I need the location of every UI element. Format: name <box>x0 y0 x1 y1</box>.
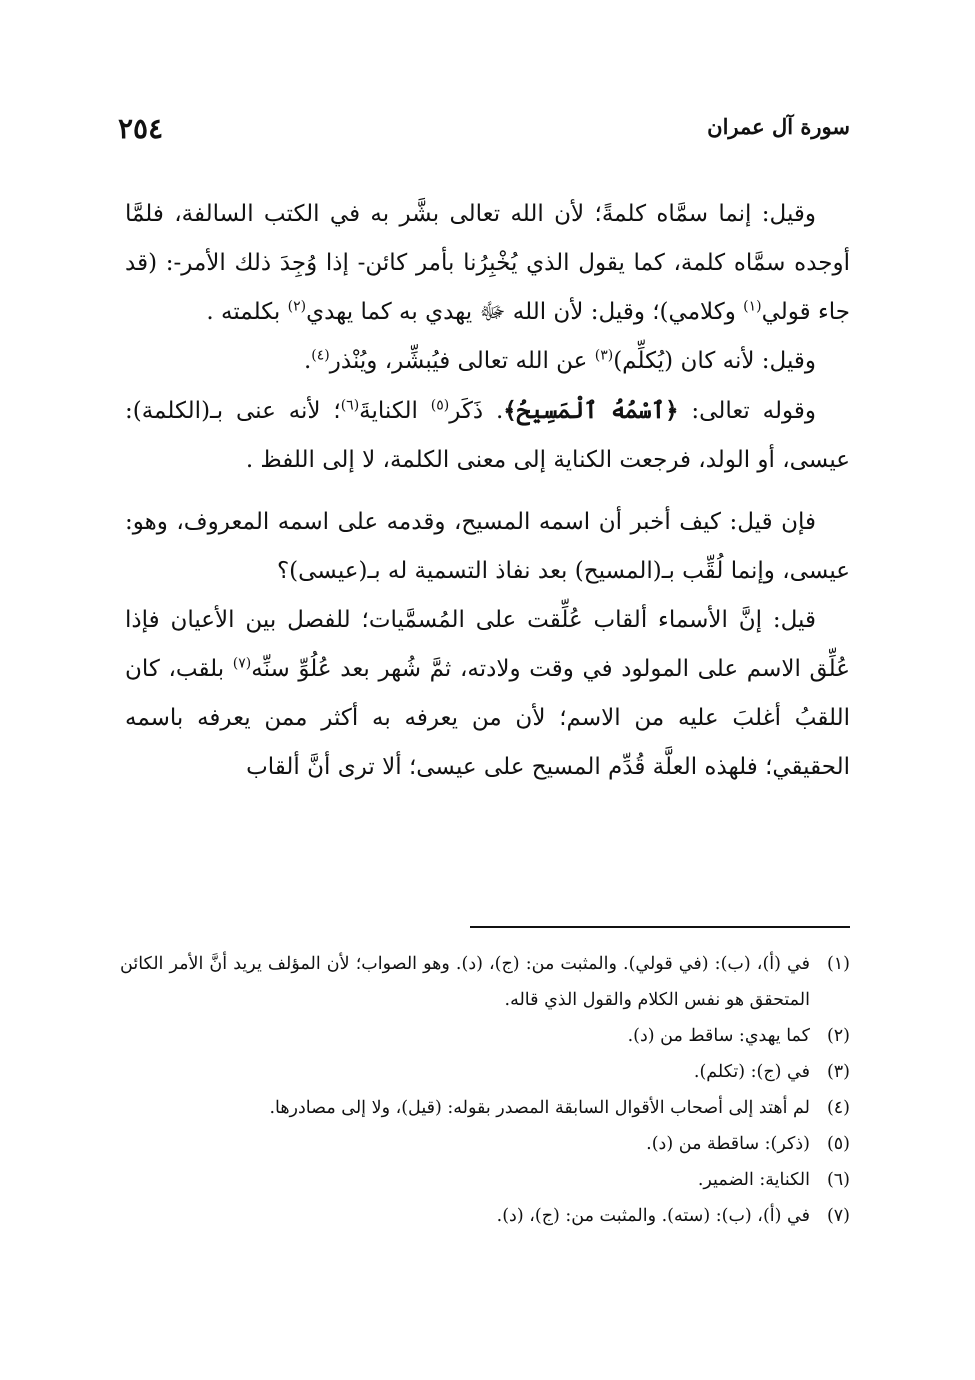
footnote-number: (٦) <box>826 1170 850 1190</box>
paragraph-1: وقيل: إنما سمَّاه كلمةً؛ لأن الله تعالى بشَّر به في الكتب السالفة، فلمَّا أوجده سمَّاه كلمة، كما يقول الذي يُخْبِرُنا بأمر كائن- إذا وُجِدَ ذلك الأمر-: (قد جاء قولي$^{(١)}$ وكلامي)؛ وقيل: لأن الله ﷻ يهدي به كما يهدي$^{(٢)}$ بكلمته . <box>125 201 850 325</box>
footnote-number: (١) <box>826 954 850 974</box>
footnote-ref-6: (٦) <box>340 397 360 414</box>
page-number: ٢٥٤ <box>118 112 164 145</box>
main-text <box>125 190 850 792</box>
quran-verse: ﴿ٱسْمُهُ ٱلْمَسِيحُ﴾ <box>503 397 679 424</box>
running-header <box>118 112 850 152</box>
footnote-1 <box>120 946 850 1018</box>
paragraph-3: وقوله تعالى: ﴿ٱسْمُهُ ٱلْمَسِيحُ﴾. ذَكَر$^{(٥)}$ الكنايةَ$^{(٦)}$؛ لأنه عنى بـ(الكلمة): عيسى، أو الولد، فرجعت الكناية إلى معنى الكلمة، لا إلى اللفظ . <box>125 397 850 473</box>
surah-title: سورة آل عمران <box>707 114 850 139</box>
footnote-ref-5: (٥) <box>430 397 450 414</box>
footnote-number: (٢) <box>826 1026 850 1046</box>
footnotes <box>120 946 850 1234</box>
paragraph-2: وقيل: لأنه كان (يُكلِّم)$^{(٣)}$ عن الله تعالى فيُبشِّر، ويُنْذر$^{(٤)}$. <box>303 347 816 374</box>
footnote-text: الكناية: الضمير. <box>697 1170 810 1190</box>
footnote-3 <box>120 1054 850 1090</box>
footnote-2 <box>120 1018 850 1054</box>
footnote-5 <box>120 1126 850 1162</box>
footnote-number: (٧) <box>826 1206 850 1226</box>
footnote-6 <box>120 1162 850 1198</box>
footnote-ref-1: (١) <box>743 298 762 315</box>
footnote-text: في (أ)، (ب): (في قولي). والمثبت من: (ج)، (د). وهو الصواب؛ لأن المؤلف يريد أنَّ الأمر الكائن المتحقق هو نفس الكلام والقول الذي قاله. <box>120 954 810 1010</box>
footnote-text: في (ج): (تكلم). <box>693 1062 810 1082</box>
footnote-number: (٤) <box>826 1098 850 1118</box>
footnote-text: لم أهتد إلى أصحاب الأقوال السابقة المصدر بقوله: (قيل)، ولا إلى مصادرها. <box>269 1098 810 1118</box>
paragraph-4: فإن قيل: كيف أخبر أن اسمه المسيح، وقدمه على اسمه المعروف، وهو: عيسى، وإنما لُقِّب بـ(المسيح) بعد نفاذ التسمية له بـ(عيسى)؟ <box>125 509 850 584</box>
footnote-text: (ذكر): ساقطة من (د). <box>646 1134 810 1154</box>
footnote-ref-4: (٤) <box>311 347 330 364</box>
footnote-number: (٣) <box>826 1062 850 1082</box>
footnote-number: (٥) <box>826 1134 850 1154</box>
footnote-text: في (أ)، (ب): (سته). والمثبت من: (ج)، (د). <box>496 1206 810 1226</box>
footnote-4 <box>120 1090 850 1126</box>
footnote-text: كما يهدي: ساقط من (د). <box>627 1026 810 1046</box>
footnote-7 <box>120 1198 850 1234</box>
footnote-ref-7: (٧) <box>232 655 252 672</box>
footnote-ref-3: (٣) <box>594 347 614 364</box>
paragraph-5: قيل: إنَّ الأسماء ألقاب عُلِّقت على المُسمَّيات؛ للفصل بين الأعيان فإذا عُلِّق الاسم على المولود في وقت ولادته، ثمَّ شُهر بعد عُلُوِّ سنِّه$^{(٧)}$ بلقب، كان اللقبُ أغلبَ عليه من الاسم؛ لأن من يعرفه به أكثر ممن يعرفه باسمه الحقيقي؛ فلهذه العلَّة قُدِّم المسيح على عيسى؛ ألا ترى أنَّ ألقاب <box>125 607 850 780</box>
footnote-ref-2: (٢) <box>287 298 307 315</box>
footnote-separator <box>470 926 850 928</box>
